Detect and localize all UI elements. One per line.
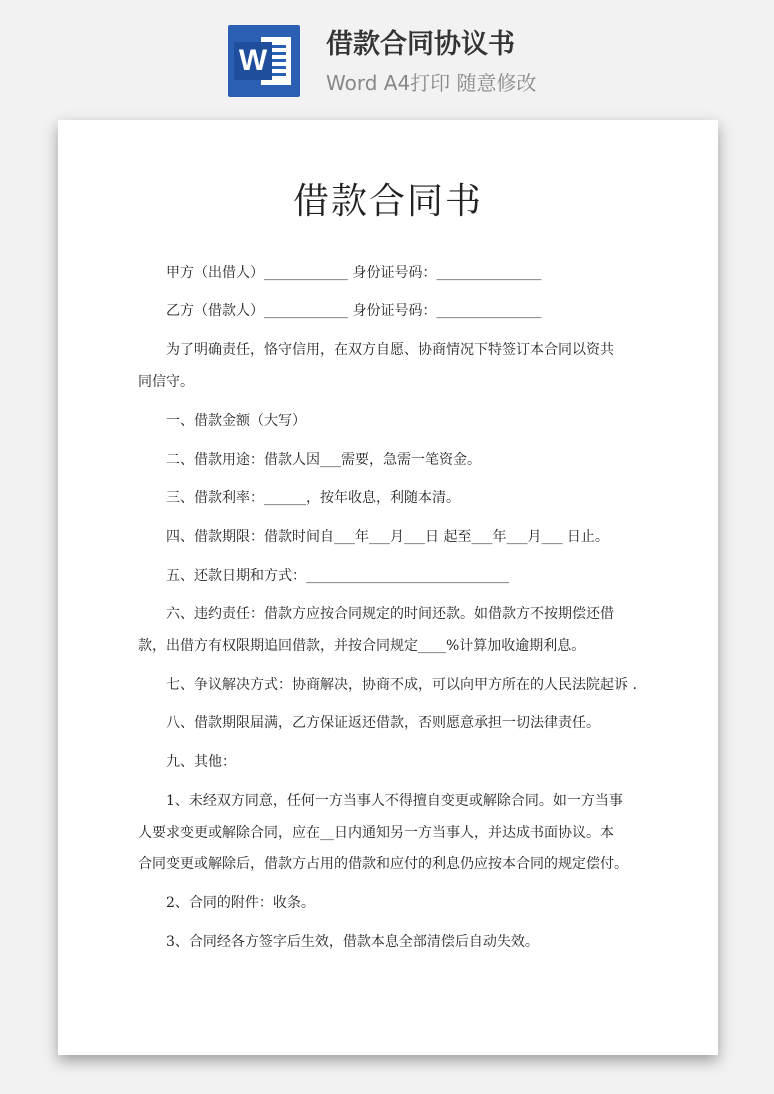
clause-3: 三、借款利率：______，按年收息，利随本清。 [166,490,460,506]
word-icon [228,25,300,97]
clause-1: 一、借款金额（大写） [166,413,306,429]
clause-6-line-1: 六、违约责任：借款方应按合同规定的时间还款。如借款方不按期偿还借 [166,606,614,622]
other-3: 3、合同经各方签字后生效，借款本息全部清偿后自动失效。 [166,934,539,950]
other-1-line-2: 人要求变更或解除合同，应在__日内通知另一方当事人，并达成书面协议。本 [138,825,614,841]
clause-5: 五、还款日期和方式：_____________________________ [166,568,509,584]
other-1-line-3: 合同变更或解除后，借款方占用的借款和应付的利息仍应按本合同的规定偿付。 [138,856,628,872]
party-a-line: 甲方（出借人）____________ 身份证号码：_______________ [166,265,542,281]
document-title: 借款合同书 [292,181,483,222]
party-b-line: 乙方（借款人）____________ 身份证号码：_______________ [166,303,542,319]
other-2: 2、合同的附件：收条。 [166,895,315,911]
clause-4: 四、借款期限：借款时间自___年___月___日 起至___年___月___ 日止。 [166,529,609,545]
word-icon-letter: W [234,42,272,80]
preamble-line-2: 同信守。 [138,374,194,390]
clause-8: 八、借款期限届满，乙方保证返还借款，否则愿意承担一切法律责任。 [166,715,600,731]
page-header [0,0,774,118]
preamble-line-1: 为了明确责任，恪守信用，在双方自愿、协商情况下特签订本合同以资共 [166,342,614,358]
clause-2: 二、借款用途：借款人因___需要，急需一笔资金。 [166,452,481,468]
header-title: 借款合同协议书 [326,29,515,60]
document-page [58,120,718,1055]
clause-6-line-2: 款，出借方有权限期追回借款，并按合同规定____%计算加收逾期利息。 [138,638,586,654]
clause-7: 七、争议解决方式：协商解决，协商不成，可以向甲方所在的人民法院起诉 . [166,677,637,693]
clause-9: 九、其他： [166,754,236,770]
other-1-line-1: 1、未经双方同意，任何一方当事人不得擅自变更或解除合同。如一方当事 [166,793,623,809]
header-subtitle: Word A4打印 随意修改 [326,71,537,95]
